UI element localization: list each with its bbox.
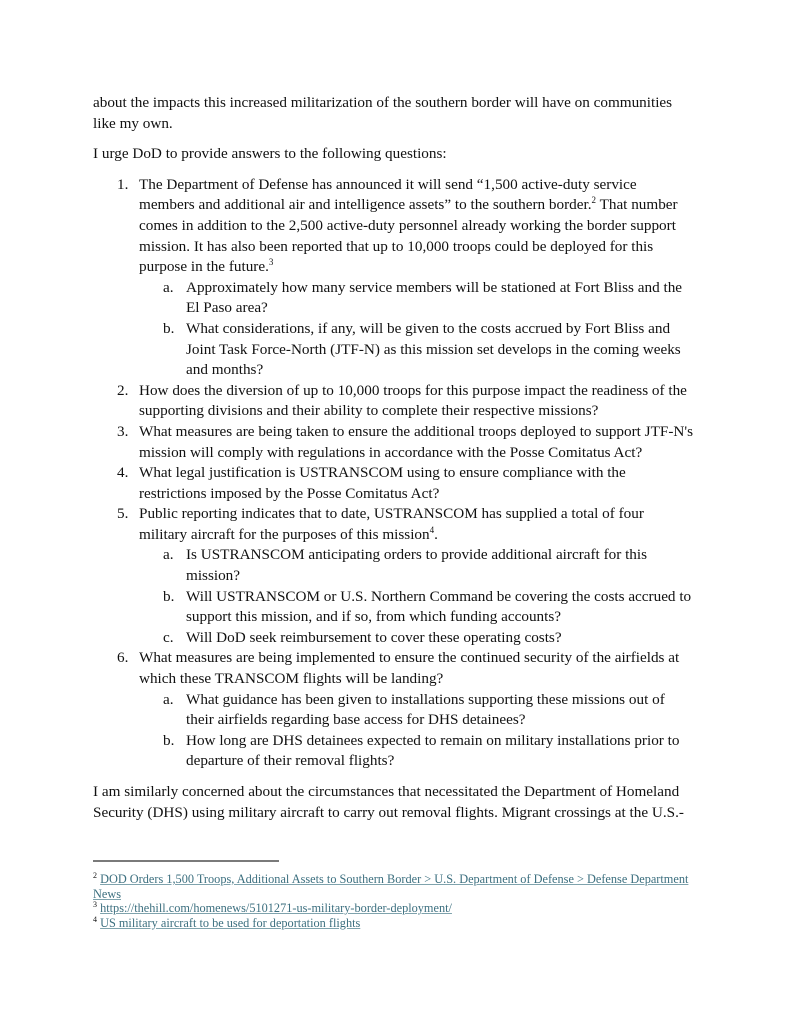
sub-question-item — [139, 278, 693, 319]
sub-question-letter: a. — [163, 690, 174, 708]
question-number: 4. — [117, 464, 129, 482]
sub-question-item — [139, 731, 693, 772]
sub-question-letter: b. — [163, 319, 175, 337]
footnote-ref[interactable]: 4 — [429, 524, 435, 535]
question-item — [93, 504, 693, 648]
questions-list — [93, 175, 693, 772]
sub-question-letter: c. — [163, 628, 174, 646]
question-text: How does the diversion of up to 10,000 troops for this purpose impact the readiness of the supporting divisions and their ability to complete their respective missions? — [139, 381, 687, 420]
question-text: What legal justification is USTRANSCOM using to ensure compliance with the restrictions imposed by the Posse Comitatus Act? — [139, 464, 626, 502]
footnote-ref[interactable]: 2 — [591, 195, 597, 206]
footnote-link[interactable]: US military aircraft to be used for deportation flights — [100, 915, 361, 930]
footnote-item — [93, 872, 693, 901]
footnote-link[interactable]: https://thehill.com/homenews/5101271-us-military-border-deployment/ — [100, 901, 452, 916]
footnote-marker: 2 — [93, 871, 97, 880]
document-page — [93, 93, 693, 823]
sub-question-text: What guidance has been given to installations supporting these missions out of their airfields regarding base access for DHS detainees? — [186, 690, 665, 729]
sub-question-item — [139, 545, 693, 586]
question-item — [93, 381, 693, 422]
sub-question-text: How long are DHS detainees expected to remain on military installations prior to departure of their removal flights? — [186, 731, 680, 770]
sub-question-text: Will DoD seek reimbursement to cover these operating costs? — [186, 628, 562, 646]
sub-questions-list — [139, 545, 693, 648]
sub-question-letter: a. — [163, 278, 174, 296]
question-item — [93, 648, 693, 772]
question-text: The Department of Defense has announced it will send “1,500 active-duty service members and additional air and intelligence assets” to the southern border. — [139, 175, 637, 214]
closing-paragraph: I am similarly concerned about the circumstances that necessitated the Department of Homeland Security (DHS) using military aircraft to carry out removal flights. Migrant crossings at the U.S.- — [93, 783, 684, 821]
sub-question-text: Will USTRANSCOM or U.S. Northern Command be covering the costs accrued to support this mission, and if so, from which funding accounts? — [186, 587, 692, 626]
sub-question-text: Is USTRANSCOM anticipating orders to provide additional aircraft for this mission? — [186, 546, 648, 585]
question-number: 2. — [117, 381, 129, 399]
footnote-item — [93, 901, 693, 916]
question-item — [93, 422, 693, 463]
sub-question-text: What considerations, if any, will be given to the costs accrued by Fort Bliss and Joint Task Force-North (JTF-N) as this mission set develops in the coming weeks and months? — [186, 319, 681, 379]
question-text: What measures are being taken to ensure the additional troops deployed to support JTF-N's mission will comply with regulations in accordance with the Posse Comitatus Act? — [139, 422, 693, 461]
sub-question-item — [139, 690, 693, 731]
sub-question-item — [139, 628, 693, 649]
sub-question-item — [139, 319, 693, 381]
footnote-separator — [93, 860, 279, 862]
question-number: 3. — [117, 422, 129, 440]
footnote-item — [93, 916, 693, 931]
sub-question-letter: b. — [163, 587, 175, 605]
footnote-ref[interactable]: 3 — [268, 257, 274, 268]
question-number: 1. — [117, 175, 129, 193]
question-number: 6. — [117, 649, 129, 667]
question-number: 5. — [117, 505, 129, 523]
sub-question-item — [139, 587, 693, 628]
footnote-link[interactable]: DOD Orders 1,500 Troops, Additional Assets to Southern Border > U.S. Department of Defense > Defense Department News — [93, 872, 689, 901]
question-item — [93, 175, 693, 381]
sub-question-letter: a. — [163, 546, 174, 564]
question-item — [93, 463, 693, 504]
question-text: What measures are being implemented to ensure the continued security of the airfields at which these TRANSCOM flights will be landing? — [139, 649, 680, 688]
footnotes-section — [93, 860, 693, 930]
question-text: Public reporting indicates that to date, USTRANSCOM has supplied a total of four military aircraft for the purposes of this mission — [139, 505, 644, 543]
footnote-marker: 3 — [93, 900, 97, 910]
lead-in-paragraph: I urge DoD to provide answers to the following questions: — [93, 145, 447, 163]
intro-paragraph: about the impacts this increased militarization of the southern border will have on communities like my own. — [93, 94, 673, 132]
sub-question-text: Approximately how many service members will be stationed at Fort Bliss and the El Paso area? — [186, 278, 683, 317]
footnote-marker: 4 — [93, 914, 97, 924]
question-text-cont: . — [434, 525, 438, 543]
sub-questions-list — [139, 278, 693, 381]
sub-question-letter: b. — [163, 731, 175, 749]
sub-questions-list — [139, 690, 693, 772]
question-text-cont: That number comes in addition to the 2,500 active-duty personnel already working the border support mission. It has also been reported that up to 10,000 troops could be deployed for this purpose in the future. — [139, 196, 678, 276]
